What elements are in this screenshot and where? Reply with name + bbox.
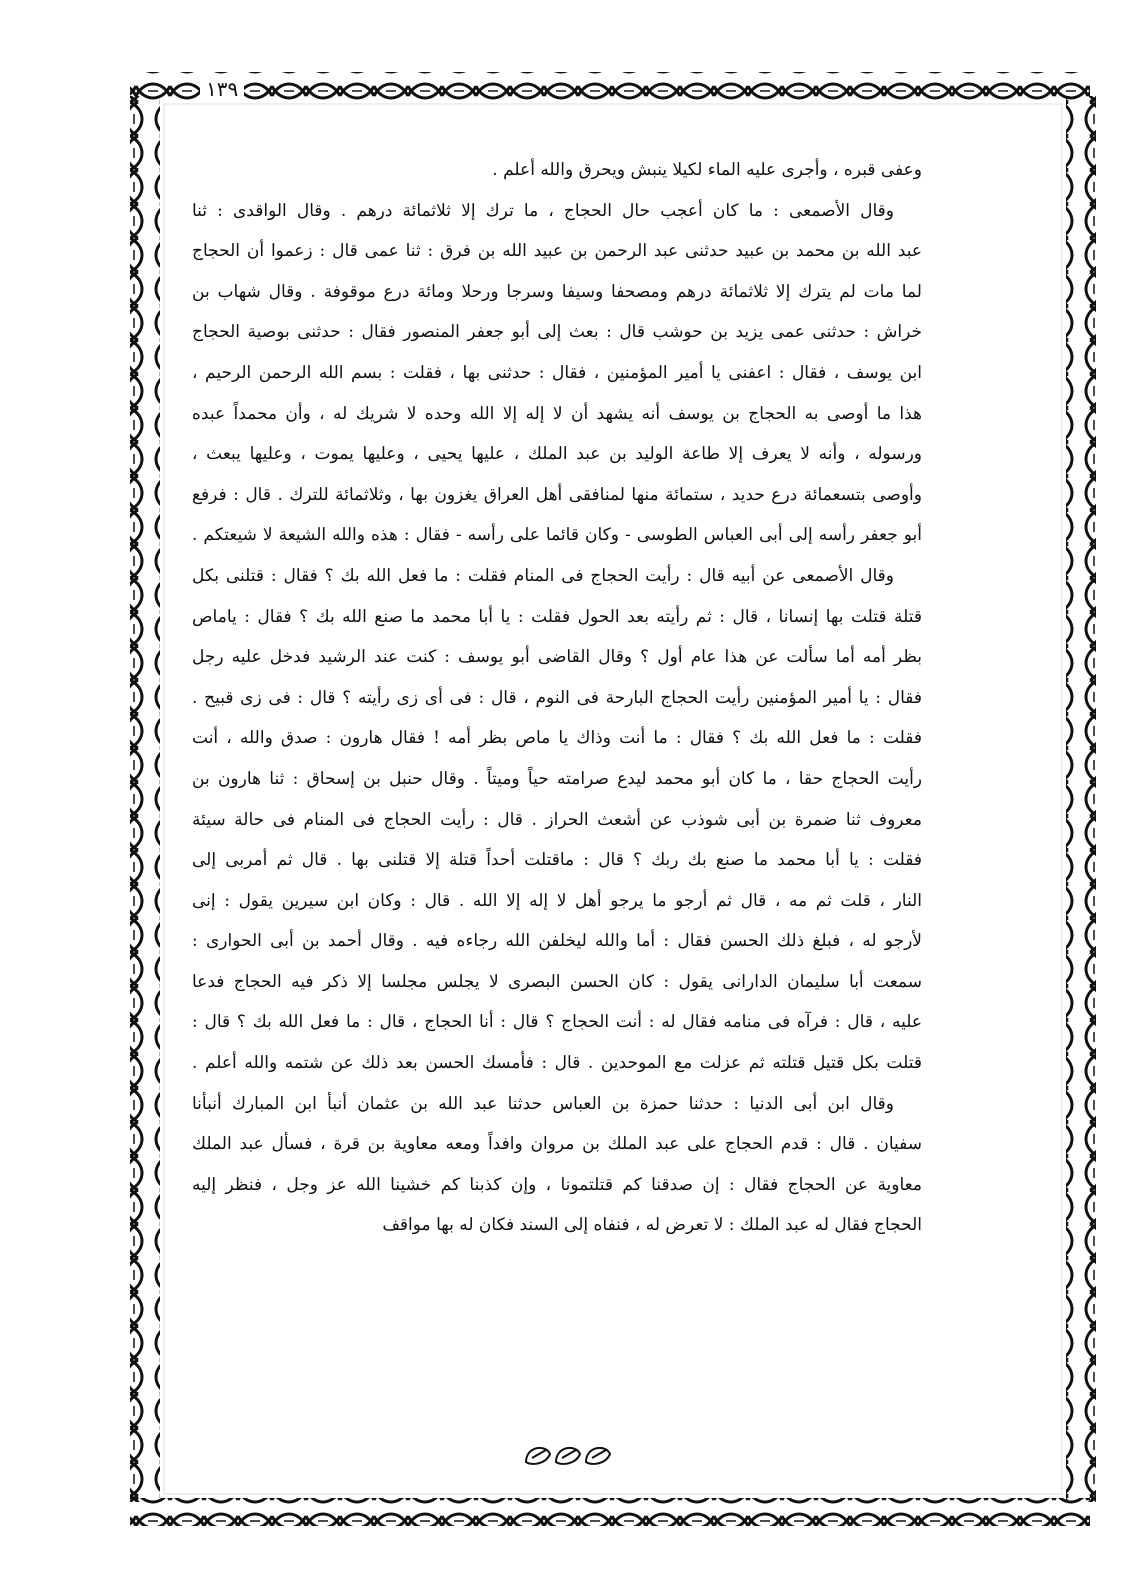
- text-line: فقلت : ما فعل الله بك ؟ فقال : ما أنت وذاك يا ماص بظر أمه ! فقال هارون : صدق والله ، أنت: [192, 728, 922, 749]
- text-line: معاوية عن الحجاج فقال : إن صدقنا كم قتلتمونا ، وإن كذبنا كم خشينا الله عز وجل ، فنظر إليه: [192, 1174, 922, 1195]
- text-line: قتلت بكل قتيل قتلته ثم عزلت مع الموحدين . قال : فأمسك الحسن بعد ذلك عن شتمه والله أعلم .: [192, 1053, 922, 1074]
- text-line: سفيان . قال : قدم الحجاج على عبد الملك بن مروان وافداً ومعه معاوية بن قرة ، فسأل عبد الملك: [192, 1134, 922, 1155]
- tri-leaf-ornament-icon: [520, 1440, 620, 1468]
- text-line: لما مات لم يترك إلا ثلاثمائة درهم ومصحفا وسيفا وسرجا ورحلا ومائة درع موقوفة . وقال شهاب بن: [192, 281, 922, 302]
- text-line: ورسوله ، وأنه لا يعرف إلا طاعة الوليد بن عبد الملك ، عليها يحيى ، وعليها يموت ، وعليها يبعث ،: [192, 444, 922, 465]
- text-line: بظر أمه أما سألت عن هذا عام أول ؟ وقال القاضى أبو يوسف : كنت عند الرشيد فدخل عليه رجل: [192, 647, 922, 668]
- text-line: معروف ثنا ضمرة بن أبى شوذب عن أشعث الحراز . قال : رأيت الحجاج فى المنام فى حالة سيئة: [192, 809, 922, 830]
- page-number: ١٣٩: [200, 76, 244, 102]
- text-line: فقال : يا أمير المؤمنين رأيت الحجاج البارحة فى النوم ، قال : فى أى زى رأيته ؟ قال : فى زى قبيح .: [192, 687, 922, 708]
- body-text: [192, 150, 922, 1400]
- text-line: وقال الأصمعى عن أبيه قال : رأيت الحجاج فى المنام فقلت : ما فعل الله بك ؟ فقال : قتلنى بكل: [192, 565, 894, 586]
- text-line: لأرجو له ، فبلغ ذلك الحسن فقال : أما والله ليخلفن الله رجاءه فيه . وقال أحمد بن أبى الحوارى :: [192, 931, 922, 952]
- text-line: أبو جعفر رأسه إلى أبى العباس الطوسى - وكان قائما على رأسه - فقال : هذه والله الشيعة لا شيعتكم .: [192, 525, 922, 546]
- text-line: هذا ما أوصى به الحجاج بن يوسف أنه يشهد أن لا إله إلا الله وحده لا شريك له ، وأن محمداً عبده: [192, 403, 922, 424]
- text-line: عبد الله بن محمد بن عبيد حدثنى عبد الرحمن بن عبيد الله بن فرق : ثنا عمى قال : زعموا أن الحجاج: [192, 241, 922, 262]
- text-line: وعفى قبره ، وأجرى عليه الماء لكيلا ينبش ويحرق والله أعلم .: [492, 160, 922, 180]
- text-line: وأوصى بتسعمائة درع حديد ، ستمائة منها لمنافقى أهل العراق يغزون بها ، وثلاثمائة للترك . قال : فرفع: [192, 484, 922, 505]
- text-line: رأيت الحجاج حقا ، ما كان أبو محمد ليدع صرامته حياً وميتاً . وقال حنبل بن إسحاق : ثنا هارون بن: [192, 768, 922, 789]
- text-line: وقال الأصمعى : ما كان أعجب حال الحجاج ، ما ترك إلا ثلاثمائة درهم . وقال الواقدى : ثنا: [192, 200, 894, 221]
- text-line: سمعت أبا سليمان الدارانى يقول : كان الحسن البصرى لا يجلس مجلسا إلا ذكر فيه الحجاج فدعا: [192, 971, 922, 992]
- text-line: فقلت : يا أبا محمد ما صنع بك ربك ؟ قال : ماقتلت أحداً قتلة إلا قتلنى بها . قال ثم أمربى إلى: [192, 850, 922, 871]
- text-line: الحجاج فقال له عبد الملك : لا تعرض له ، فنفاه إلى السند فكان له بها مواقف: [382, 1215, 922, 1236]
- text-line: ابن يوسف ، فقال : اعفنى يا أمير المؤمنين ، فقال : حدثنى بها ، فقلت : بسم الله الرحمن الرحيم ،: [192, 362, 922, 383]
- text-line: وقال ابن أبى الدنيا : حدثنا حمزة بن العباس حدثنا عبد الله بن عثمان أنبأ ابن المبارك أنبأنا: [192, 1093, 894, 1114]
- text-line: النار ، قلت ثم مه ، قال ثم أرجو ما يرجو أهل لا إله إلا الله . قال : وكان ابن سيرين يقول : إنى: [192, 890, 922, 911]
- text-line: قتلة قتلت بها إنسانا ، قال : ثم رأيته بعد الحول فقلت : يا أبا محمد ما صنع الله بك ؟ فقال : ياماص: [192, 606, 922, 627]
- text-line: خراش : حدثنى عمى يزيد بن حوشب قال : بعث إلى أبو جعفر المنصور فقال : حدثنى بوصية الحجاج: [192, 322, 922, 343]
- text-line: عليه ، قال : فرآه فى منامه فقال له : أنت الحجاج ؟ قال : أنا الحجاج ، قال : ما فعل الله بك ؟ قال :: [192, 1012, 922, 1033]
